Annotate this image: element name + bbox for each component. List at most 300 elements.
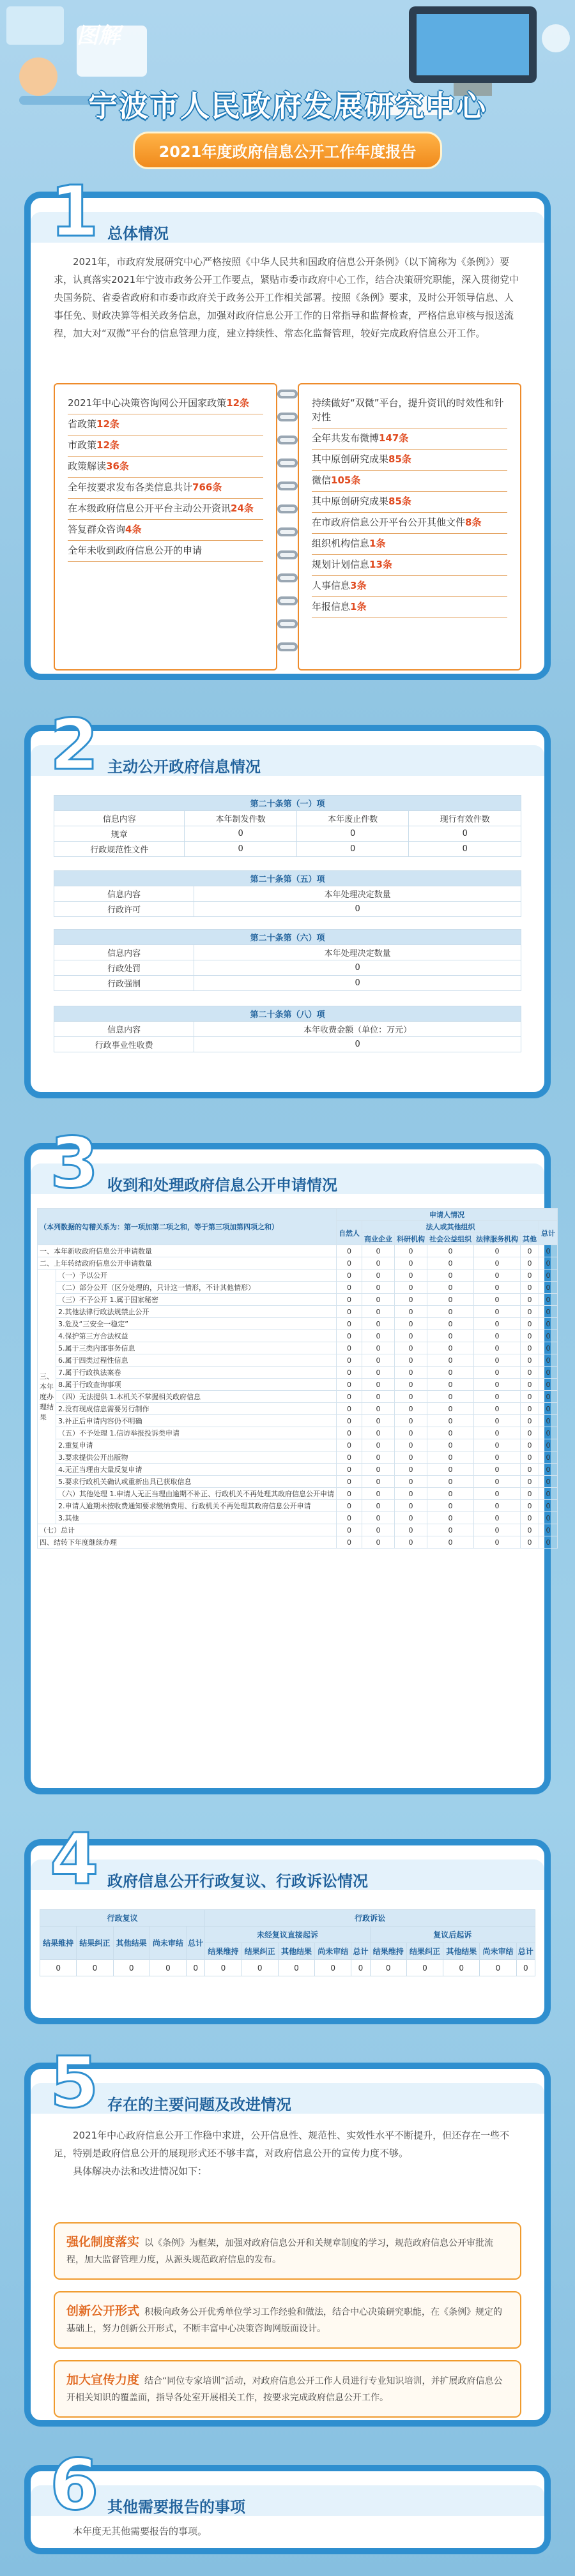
table-row [38,1403,558,1415]
cell: 0 [474,1476,521,1488]
cell: 0 [521,1367,539,1379]
cell: 0 [521,1536,539,1549]
cell: 0 [337,1476,362,1488]
cell: 0 [474,1451,521,1464]
cell: 0 [395,1318,427,1330]
cell: 0 [427,1464,474,1476]
table-title: 第二十条第（八）项 [54,1006,521,1022]
col-header: 结果维持 [370,1943,406,1960]
section-title: 存在的主要问题及改进情况 [107,2096,291,2114]
item-count: 3条 [350,580,367,591]
col-header: 总计 [351,1943,370,1960]
section-applications [24,1122,555,1794]
row-label: 6.属于四类过程性信息 [56,1354,337,1367]
cell: 0 [362,1245,395,1257]
row-label: （一）予以公开 [56,1269,337,1282]
cell: 0 [337,1439,362,1451]
improvement-text: 积极向政务公开优秀单位学习工作经验和做法，结合中心决策研究职能，在《条例》规定的基础上，努力创新公开形式，不断丰富中心决策咨询网版面设计。 [66,2307,503,2334]
notebook-item [312,597,507,618]
cell: 0 [539,1245,558,1257]
cell: 0 [521,1330,539,1342]
item-text: 2021年中心决策咨询网公开国家政策 [68,397,227,409]
section-number: 4 [50,1818,99,1900]
cell: 0 [539,1415,558,1427]
table-row [38,1415,558,1427]
cell: 0 [539,1294,558,1306]
item-text: 答复群众咨询 [68,524,126,535]
col-header: 信息内容 [54,945,194,960]
improvement-box [54,2291,521,2349]
cell: 0 [427,1342,474,1354]
table-row [38,1439,558,1451]
cell: 0 [337,1257,362,1269]
cell: 0 [395,1500,427,1512]
cell: 0 [362,1476,395,1488]
cell: 0 [351,1960,370,1976]
cell: 0 [539,1451,558,1464]
table-row [38,1451,558,1464]
cell: 0 [427,1427,474,1439]
cell: 0 [337,1354,362,1367]
row-label: 2.申请人逾期未按收费通知要求缴纳费用、行政机关不再处理其政府信息公开申请 [56,1500,337,1512]
cell: 0 [337,1464,362,1476]
table-row [38,1330,558,1342]
cell: 0 [337,1415,362,1427]
item-text: 在市政府信息公开平台公开其他文件 [312,517,466,528]
cell: 0 [337,1403,362,1415]
cell: 0 [150,1960,186,1976]
table-row [38,1306,558,1318]
cell: 0 [296,842,409,857]
cell: 0 [395,1415,427,1427]
binder-ring [277,413,298,421]
cell: 0 [395,1451,427,1464]
table-article20-5 [54,870,521,917]
cell: 0 [362,1367,395,1379]
cell: 0 [539,1306,558,1318]
cell: 0 [395,1488,427,1500]
cell: 0 [337,1488,362,1500]
binder-ring [277,458,298,467]
cell: 0 [395,1354,427,1367]
cell: 0 [427,1439,474,1451]
cell: 0 [395,1476,427,1488]
row-label: （二）部分公开（区分处理的，只计这一情形，不计其他情形） [56,1282,337,1294]
notebook-item [68,414,263,436]
row-label: （三）不予公开 1.属于国家秘密 [56,1294,337,1306]
cell: 0 [521,1451,539,1464]
cell: 0 [395,1330,427,1342]
row-label: 5.属于三类内部事务信息 [56,1342,337,1354]
cell: 0 [427,1476,474,1488]
cell: 0 [427,1354,474,1367]
cell: 0 [539,1488,558,1500]
notebook-item [68,393,263,414]
table-row [54,960,521,976]
col-subgroup: 未经复议直接起诉 [205,1927,370,1943]
item-text: 省政策 [68,418,97,430]
cell: 0 [241,1960,278,1976]
table-title: 第二十条第（五）项 [54,871,521,886]
cell: 0 [521,1294,539,1306]
cell: 0 [362,1354,395,1367]
table-article20-6 [54,929,521,991]
notebook-item [312,513,507,534]
cell: 0 [194,976,521,991]
notebook-item [312,428,507,450]
cell: 0 [474,1354,521,1367]
col-header: 其他 [521,1233,539,1245]
cell: 0 [278,1960,314,1976]
item-text: 持续做好“双微”平台，提升资讯的时效性和针对性 [312,397,504,423]
cell: 0 [427,1488,474,1500]
cell: 0 [337,1512,362,1524]
cell: 0 [362,1403,395,1415]
cell: 0 [474,1391,521,1403]
notebook-item [312,576,507,597]
cell: 0 [337,1318,362,1330]
cell: 行政事业性收费 [54,1037,194,1052]
table-title: 第二十条第（一）项 [54,796,521,811]
table-row [54,976,521,991]
cell: 0 [395,1464,427,1476]
cell: 0 [539,1476,558,1488]
improvement-key: 创新公开形式 [66,2304,140,2318]
notebook-item [68,478,263,499]
col-header: 尚未审结 [150,1927,186,1960]
table-article20-1 [54,795,521,857]
cell: 0 [539,1403,558,1415]
row-label: 3.其他 [56,1512,337,1524]
cell: 0 [362,1512,395,1524]
cell: 0 [474,1342,521,1354]
cell: 0 [427,1379,474,1391]
item-text: 全年未收到政府信息公开的申请 [68,545,203,556]
item-text: 其中原创研究成果 [312,453,389,465]
cell: 0 [362,1451,395,1464]
col-header: 社会公益组织 [427,1233,474,1245]
cell: 0 [521,1245,539,1257]
cell: 0 [539,1354,558,1367]
cell: 0 [474,1488,521,1500]
table-row [38,1464,558,1476]
cell: 0 [337,1306,362,1318]
notebook-item [68,541,263,562]
row-label: 2.其他法律行政法规禁止公开 [56,1306,337,1318]
section-review-litigation [24,1818,551,2024]
cell: 0 [337,1427,362,1439]
cell: 0 [539,1512,558,1524]
cell: 0 [395,1524,427,1536]
cell: 0 [395,1439,427,1451]
section-number: 5 [50,2042,99,2123]
cell: 0 [194,960,521,976]
cell: 0 [395,1342,427,1354]
item-count: 12条 [96,418,119,430]
cell: 0 [315,1960,351,1976]
other-text: 本年度无其他需要报告的事项。 [73,2526,208,2537]
cell: 0 [337,1524,362,1536]
cell: 0 [395,1245,427,1257]
item-text: 其中原创研究成果 [312,496,389,507]
row-group-label: 三、本年度办理结果 [38,1269,56,1524]
cell: 0 [521,1269,539,1282]
row-label: 4.无正当理由大量反复申请 [56,1464,337,1476]
item-count: 766条 [192,481,222,493]
row-label: （七）总计 [38,1524,337,1536]
cell: 0 [474,1367,521,1379]
item-count: 105条 [331,474,361,486]
cell: 0 [427,1330,474,1342]
section-title: 其他需要报告的事项 [107,2498,245,2516]
cell: 0 [521,1415,539,1427]
cell: 0 [427,1500,474,1512]
notebook-left-page [54,383,277,671]
cell: 0 [337,1379,362,1391]
section-number: 2 [50,704,99,785]
cell: 0 [539,1282,558,1294]
cell: 0 [395,1536,427,1549]
col-header: 申请人情况 [337,1209,558,1221]
tujie-label: 图解 [77,23,120,49]
item-text: 规划计划信息 [312,559,370,570]
row-label: （六）其他处理 1.申请人无正当理由逾期不补正、行政机关不再处理其政府信息公开申请 [56,1488,337,1500]
improvement-box [54,2360,521,2418]
table-row [38,1379,558,1391]
cell: 0 [337,1451,362,1464]
improvement-text: 以《条例》为框架，加强对政府信息公开和关规章制度的学习，规范政府信息公开审批流程，加大监督管理力度，从源头规范政府信息的发布。 [66,2238,494,2265]
cell: 0 [474,1439,521,1451]
item-count: 85条 [388,453,411,465]
item-count: 8条 [465,517,482,528]
cell: 0 [427,1391,474,1403]
col-header: 尚未审结 [480,1943,516,1960]
improvement-box [54,2222,521,2280]
cell: 0 [521,1403,539,1415]
cell: 0 [474,1294,521,1306]
notebook-rings [277,390,298,664]
row-label: 7.属于行政执法案卷 [56,1367,337,1379]
cell: 0 [521,1488,539,1500]
col-header: 结果维持 [40,1927,77,1960]
cell: 0 [474,1512,521,1524]
cell: 0 [539,1269,558,1282]
cell: 0 [362,1342,395,1354]
cell: 0 [395,1379,427,1391]
binder-ring [277,550,298,559]
table-row [54,1037,521,1052]
cell: 0 [113,1960,150,1976]
table-row [38,1476,558,1488]
cell: 0 [362,1306,395,1318]
notebook-item [312,393,507,428]
row-label: 5.要求行政机关确认或重新出具已获取信息 [56,1476,337,1488]
section-active-disclosure [24,704,551,1098]
row-label: 3.要求提供公开出版物 [56,1451,337,1464]
cell: 0 [539,1536,558,1549]
cell: 0 [406,1960,443,1976]
cell: 0 [539,1257,558,1269]
notebook-item [312,471,507,492]
section-problems [24,2042,551,2427]
cell: 0 [337,1391,362,1403]
cell: 0 [521,1391,539,1403]
item-count: 36条 [106,460,129,472]
binder-ring [277,642,298,651]
cell: 0 [521,1512,539,1524]
cell: 0 [362,1415,395,1427]
col-subgroup: 复议后起诉 [370,1927,535,1943]
binder-ring [277,527,298,536]
cell: 0 [521,1318,539,1330]
cell: 0 [395,1257,427,1269]
cell: 0 [362,1330,395,1342]
item-count: 13条 [369,559,392,570]
cell: 0 [362,1282,395,1294]
cell: 0 [516,1960,535,1976]
item-text: 全年按要求发布各类信息共计 [68,481,193,493]
section-title: 主动公开政府信息情况 [107,758,261,776]
cell: 0 [521,1427,539,1439]
row-label: （五）不予处理 1.信访举报投诉类申请 [56,1427,337,1439]
row-label: 一、本年新收政府信息公开申请数量 [38,1245,337,1257]
cell: 0 [539,1500,558,1512]
cell: 0 [474,1245,521,1257]
col-header: 其他结果 [113,1927,150,1960]
cell: 0 [427,1306,474,1318]
col-header: 结果纠正 [406,1943,443,1960]
cell: 0 [395,1294,427,1306]
section-title: 政府信息公开行政复议、行政诉讼情况 [107,1872,368,1890]
item-count: 24条 [231,503,254,514]
cell: 0 [539,1391,558,1403]
cell: 0 [362,1439,395,1451]
cell: 0 [474,1500,521,1512]
cell: 0 [521,1500,539,1512]
cell: 0 [539,1367,558,1379]
col-header: 信息内容 [54,1022,194,1037]
cell: 0 [409,842,521,857]
cell: 0 [427,1403,474,1415]
item-text: 政策解读 [68,460,107,472]
col-header: 总计 [187,1927,205,1960]
cell: 0 [370,1960,406,1976]
item-text: 人事信息 [312,580,351,591]
section-other [24,2444,551,2554]
cell: 0 [427,1245,474,1257]
table-row [38,1269,558,1282]
notebook-item [312,492,507,513]
table-row [40,1960,535,1976]
table-row [38,1512,558,1524]
cell: 0 [474,1306,521,1318]
section-title: 总体情况 [107,225,169,243]
cell: 0 [362,1464,395,1476]
cell: 0 [194,902,521,917]
col-header: 科研机构 [395,1233,427,1245]
cell: 0 [474,1318,521,1330]
cell: 0 [539,1524,558,1536]
cell: 0 [521,1257,539,1269]
binder-ring [277,619,298,628]
section-title: 收到和处理政府信息公开申请情况 [107,1176,337,1194]
cell: 行政规范性文件 [54,842,185,857]
cell: 0 [40,1960,77,1976]
cell: 0 [427,1294,474,1306]
item-count: 1条 [369,538,386,549]
col-group: 行政诉讼 [205,1910,535,1927]
cell: 0 [521,1306,539,1318]
cell: 0 [474,1524,521,1536]
cell: 0 [362,1257,395,1269]
row-label: 2.没有现成信息需要另行制作 [56,1403,337,1415]
applications-table [37,1208,558,1549]
cell: 0 [539,1464,558,1476]
table-row [38,1536,558,1549]
table-row [38,1391,558,1403]
cell: 行政强制 [54,976,194,991]
cell: 0 [337,1294,362,1306]
cell: 0 [521,1282,539,1294]
item-count: 12条 [96,439,119,451]
row-label: 3.补正后申请内容仍不明确 [56,1415,337,1427]
section-overview [24,170,551,680]
section-number: 6 [50,2444,99,2526]
table-row [38,1488,558,1500]
table-row [38,1427,558,1439]
table-note: （本列数据的勾稽关系为：第一项加第二项之和，等于第三项加第四项之和） [38,1209,337,1245]
cell: 0 [337,1367,362,1379]
notebook-item [312,555,507,576]
cell: 0 [427,1524,474,1536]
cell: 0 [395,1512,427,1524]
col-header: 本年处理决定数量 [194,886,521,902]
cell: 0 [474,1269,521,1282]
cell: 0 [474,1536,521,1549]
cell: 0 [337,1282,362,1294]
row-label: 8.属于行政查询事项 [56,1379,337,1391]
cell: 0 [205,1960,241,1976]
table-row [54,826,521,842]
row-label: 二、上年转结政府信息公开申请数量 [38,1257,337,1269]
item-text: 组织机构信息 [312,538,370,549]
col-header: 结果纠正 [77,1927,113,1960]
col-header: 总计 [516,1943,535,1960]
table-row [38,1318,558,1330]
notebook-item [312,450,507,471]
cell: 0 [521,1342,539,1354]
cell: 0 [296,826,409,842]
problems-paragraph: 2021年中心政府信息公开工作稳中求进，公开信息性、规范性、实效性水平不断提升，但还存在一些不足，特别是政府信息公开的展现形式还不够丰富，对政府信息公开的宣传力度不够。 [54,2130,510,2159]
cell: 0 [362,1269,395,1282]
cell: 0 [395,1306,427,1318]
cell: 0 [427,1257,474,1269]
cell: 0 [337,1245,362,1257]
row-label: 四、结转下年度继续办理 [38,1536,337,1549]
cell: 0 [539,1330,558,1342]
cell: 0 [409,826,521,842]
cell: 0 [474,1282,521,1294]
table-row [38,1245,558,1257]
col-header: 商业企业 [362,1233,395,1245]
col-header: 总计 [539,1221,558,1245]
cell: 0 [395,1391,427,1403]
cell: 0 [474,1464,521,1476]
cell: 0 [185,826,297,842]
item-count: 147条 [379,432,409,444]
cell: 0 [362,1294,395,1306]
cell: 0 [362,1427,395,1439]
